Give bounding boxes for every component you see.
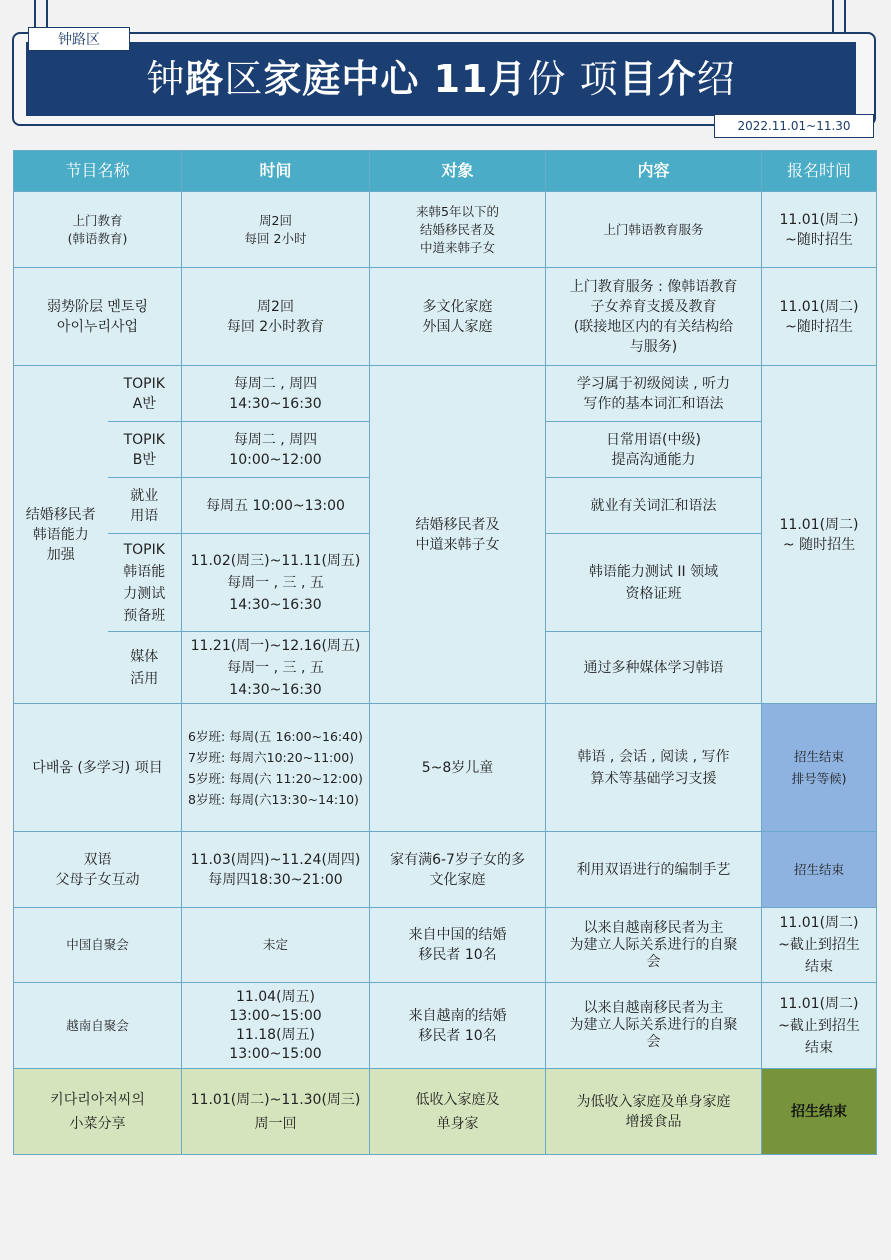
- col-header-time: 时间: [182, 151, 370, 192]
- program-name: 키다리아저씨의 小菜分享: [14, 1069, 182, 1155]
- program-time: 每周二 , 周四 10:00~12:00: [182, 422, 370, 478]
- program-content: 以来自越南移民者为主 为建立人际关系进行的自聚 会: [546, 908, 762, 983]
- program-signup: 11.01(周二) ~截止到招生 结束: [762, 908, 877, 983]
- program-target: 来自中国的结婚 移民者 10名: [370, 908, 546, 983]
- program-target: 5~8岁儿童: [370, 704, 546, 832]
- program-time: 未定: [182, 908, 370, 983]
- sub-program-name: TOPIK A반: [108, 366, 182, 422]
- program-name: 中国自聚会: [14, 908, 182, 983]
- table-header-row: [14, 151, 877, 192]
- program-name: 弱势阶层 멘토링 아이누리사업: [14, 268, 182, 366]
- program-name: 双语 父母子女互动: [14, 832, 182, 908]
- program-content: 韩语能力测试 II 领域 资格证班: [546, 534, 762, 632]
- program-content: 就业有关词汇和语法: [546, 478, 762, 534]
- table-row: [14, 908, 877, 983]
- program-time: 周2回 每回 2小时教育: [182, 268, 370, 366]
- table-row: [14, 366, 877, 422]
- program-content: 日常用语(中级) 提高沟通能力: [546, 422, 762, 478]
- program-signup: 11.01(周二) ~随时招生: [762, 192, 877, 268]
- program-time: 每周二 , 周四 14:30~16:30: [182, 366, 370, 422]
- col-header-signup: 报名时间: [762, 151, 877, 192]
- program-signup: 11.01(周二) ~ 随时招生: [762, 366, 877, 704]
- table-row: [14, 832, 877, 908]
- program-target: 来自越南的结婚 移民者 10名: [370, 983, 546, 1069]
- program-signup: 11.01(周二) ~截止到招生 结束: [762, 983, 877, 1069]
- sub-program-name: TOPIK B반: [108, 422, 182, 478]
- program-time: 11.04(周五) 13:00~15:00 11.18(周五) 13:00~15:00: [182, 983, 370, 1069]
- table-row: [14, 1069, 877, 1155]
- program-target: 结婚移民者及 中道来韩子女: [370, 366, 546, 704]
- table-row: [14, 704, 877, 832]
- page-title: 钟路区家庭中心 11月份 项目介绍: [146, 57, 736, 101]
- col-header-content: 内容: [546, 151, 762, 192]
- sub-program-name: TOPIK 韩语能 力测试 预备班: [108, 534, 182, 632]
- program-name: 结婚移民者 韩语能力 加强: [14, 366, 108, 704]
- program-time: 6岁班: 每周(五 16:00~16:40) 7岁班: 每周六10:20~11:00) 5岁班: 每周(六 11:20~12:00) 8岁班: 每周(六13:30~14:10): [182, 704, 370, 832]
- program-signup-closed: 招生结束: [762, 832, 877, 908]
- program-content: 韩语 , 会话 , 阅读 , 写作 算术等基础学习支援: [546, 704, 762, 832]
- col-header-program: 节目名称: [14, 151, 182, 192]
- program-table: [13, 150, 877, 1155]
- program-signup: 11.01(周二) ~随时招生: [762, 268, 877, 366]
- program-content: 利用双语进行的编制手艺: [546, 832, 762, 908]
- program-content: 学习属于初级阅读 , 听力 写作的基本词汇和语法: [546, 366, 762, 422]
- sub-program-name: 就业 用语: [108, 478, 182, 534]
- program-content: 上门韩语教育服务: [546, 192, 762, 268]
- program-content: 以来自越南移民者为主 为建立人际关系进行的自聚 会: [546, 983, 762, 1069]
- program-time: 11.21(周一)~12.16(周五) 每周一 , 三 , 五 14:30~16:30: [182, 632, 370, 704]
- table-row: [14, 192, 877, 268]
- program-time: 每周五 10:00~13:00: [182, 478, 370, 534]
- program-content: 为低收入家庭及单身家庭 增援食品: [546, 1069, 762, 1155]
- table-row: [14, 268, 877, 366]
- col-header-target: 对象: [370, 151, 546, 192]
- program-content: 上门教育服务 : 像韩语教育 子女养育支援及教育 (联接地区内的有关结构给 与服务): [546, 268, 762, 366]
- program-time: 周2回 每回 2小时: [182, 192, 370, 268]
- program-name: 上门教育 (韩语教育): [14, 192, 182, 268]
- program-signup-closed: 招生结束 排号等候): [762, 704, 877, 832]
- program-signup-closed: 招生结束: [762, 1069, 877, 1155]
- program-target: 多文化家庭 外国人家庭: [370, 268, 546, 366]
- program-time: 11.03(周四)~11.24(周四) 每周四18:30~21:00: [182, 832, 370, 908]
- program-target: 家有满6-7岁子女的多 文化家庭: [370, 832, 546, 908]
- program-name: 다배움 (多学习) 项目: [14, 704, 182, 832]
- program-time: 11.02(周三)~11.11(周五) 每周一 , 三 , 五 14:30~16:30: [182, 534, 370, 632]
- program-target: 低收入家庭及 单身家: [370, 1069, 546, 1155]
- sub-program-name: 媒体 活用: [108, 632, 182, 704]
- district-label: 钟路区: [28, 27, 130, 51]
- date-range-label: 2022.11.01~11.30: [714, 114, 874, 138]
- program-content: 通过多种媒体学习韩语: [546, 632, 762, 704]
- table-row: [14, 983, 877, 1069]
- program-target: 来韩5年以下的 结婚移民者及 中道来韩子女: [370, 192, 546, 268]
- program-time: 11.01(周二)~11.30(周三) 周一回: [182, 1069, 370, 1155]
- program-name: 越南自聚会: [14, 983, 182, 1069]
